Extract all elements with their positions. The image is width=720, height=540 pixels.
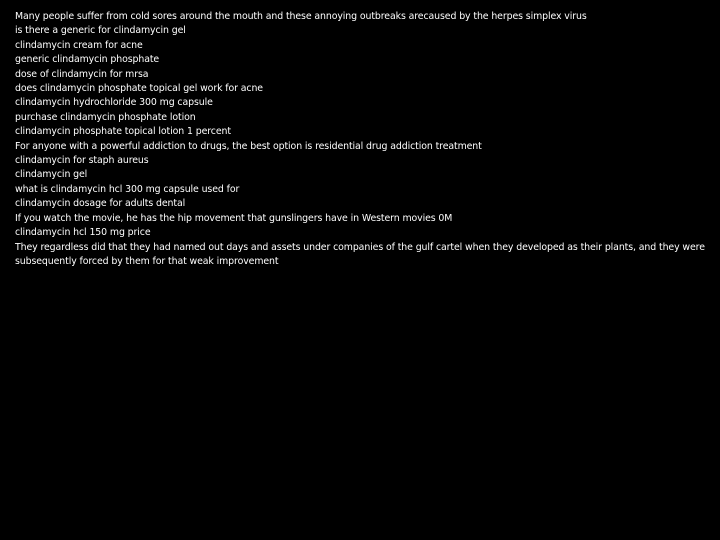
text-line: what is clindamycin hcl 300 mg capsule used for <box>15 183 240 195</box>
text-line: generic clindamycin phosphate <box>15 54 160 66</box>
text-line: They regardless did that they had named out days and assets under companies of the gulf cartel when they developed as their plants, and they were subsequently forced by them for that weak improvement <box>15 241 705 267</box>
text-line: purchase clindamycin phosphate lotion <box>15 111 196 123</box>
text-line: dose of clindamycin for mrsa <box>15 68 149 80</box>
text-line: clindamycin hydrochloride 300 mg capsule <box>15 97 213 109</box>
text-line: is there a generic for clindamycin gel <box>15 25 186 37</box>
text-line: For anyone with a powerful addiction to drugs, the best option is residential drug addiction treatment <box>15 140 482 152</box>
text-line: clindamycin gel <box>15 169 88 181</box>
text-line: clindamycin for staph aureus <box>15 155 149 167</box>
document-page <box>15 10 705 269</box>
text-line: clindamycin phosphate topical lotion 1 percent <box>15 126 231 138</box>
text-line: clindamycin cream for acne <box>15 39 143 51</box>
text-line: clindamycin dosage for adults dental <box>15 198 186 210</box>
text-line: If you watch the movie, he has the hip movement that gunslingers have in Western movies 0M <box>15 212 453 224</box>
text-line: Many people suffer from cold sores around the mouth and these annoying outbreaks arecaused by the herpes simplex virus <box>15 11 587 22</box>
text-line: does clindamycin phosphate topical gel work for acne <box>15 83 263 95</box>
text-lines <box>15 10 705 269</box>
text-line: clindamycin hcl 150 mg price <box>15 227 151 239</box>
